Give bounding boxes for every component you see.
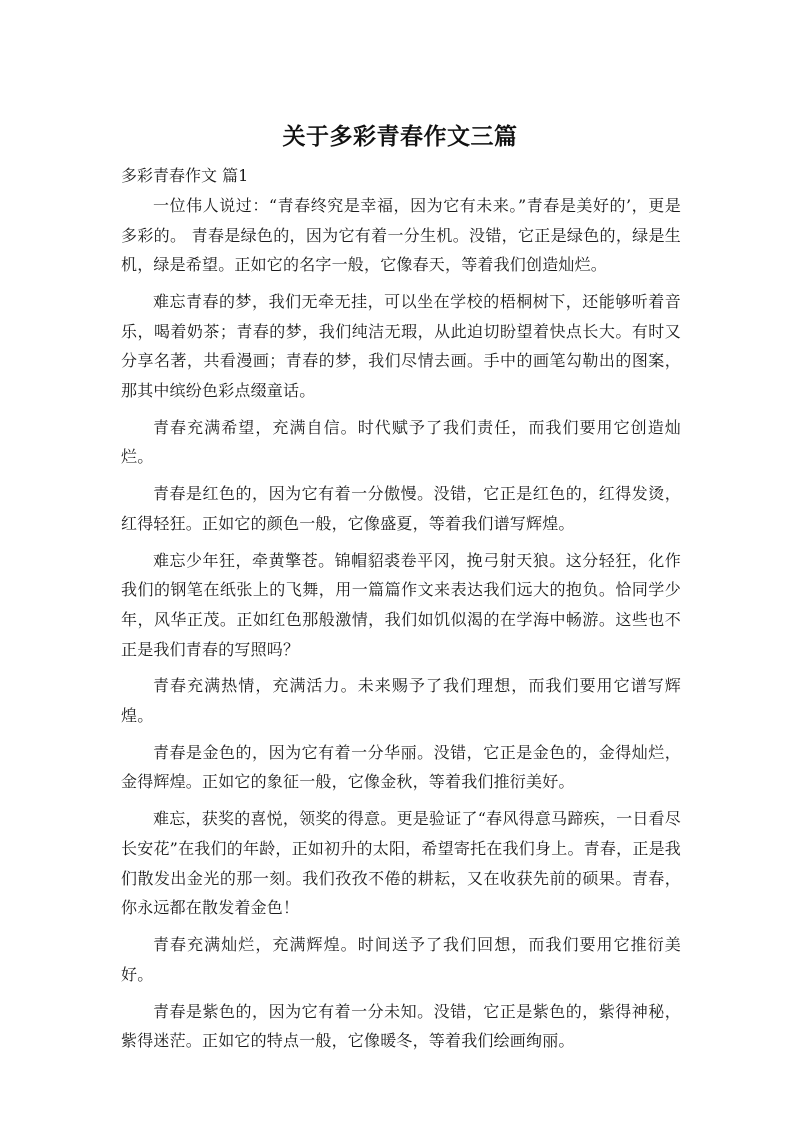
paragraph: 青春充满灿烂，充满辉煌。时间送予了我们回想，而我们要用它推衍美好。 xyxy=(121,935,681,984)
paragraph: 青春充满热情，充满活力。未来赐予了我们理想，而我们要用它谱写辉煌。 xyxy=(121,676,681,725)
document-body xyxy=(121,161,681,1063)
paragraph: 难忘青春的梦，我们无牵无挂，可以坐在学校的梧桐树下，还能够听着音乐，喝着奶茶；青春的梦，我们纯洁无瑕，从此迫切盼望着快点长大。有时又分享名著，共看漫画；青春的梦，我们尽情去画。手中的画笔勾勒出的图案，那其中缤纷色彩点缀童话。 xyxy=(121,292,681,400)
paragraph: 难忘少年狂，牵黄擎苍。锦帽貂裘卷平冈，挽弓射天狼。这分轻狂，化作我们的钢笔在纸张上的飞舞，用一篇篇作文来表达我们远大的抱负。恰同学少年，风华正茂。正如红色那般激情，我们如饥似渴的在学海中畅游。这些也不正是我们青春的写照吗？ xyxy=(121,550,681,659)
paragraph: 青春充满希望，充满自信。时代赋予了我们责任，而我们要用它创造灿烂。 xyxy=(121,417,681,467)
section-heading: 多彩青春作文 篇1 xyxy=(121,166,249,185)
paragraph: 青春是金色的，因为它有着一分华丽。没错，它正是金色的，金得灿烂，金得辉煌。正如它的象征一般，它像金秋，等着我们推衍美好。 xyxy=(121,742,681,792)
paragraph: 青春是紫色的，因为它有着一分未知。没错，它正是紫色的，紫得神秘，紫得迷茫。正如它的特点一般，它像暖冬，等着我们绘画绚丽。 xyxy=(121,1001,681,1051)
paragraph: 青春是红色的，因为它有着一分傲慢。没错，它正是红色的，红得发烫，红得轻狂。正如它的颜色一般，它像盛夏，等着我们谱写辉煌。 xyxy=(121,484,681,533)
paragraph: 一位伟人说过：“青春终究是幸福，因为它有未来。”青春是美好的’，更是多彩的。 青春是绿色的，因为它有着一分生机。没错，它正是绿色的，绿是生机，绿是希望。正如它的名字一般，它像春天，等着我们创造灿烂。 xyxy=(121,196,681,275)
document-title: 关于多彩青春作文三篇 xyxy=(282,124,518,150)
paragraph: 难忘，获奖的喜悦，领奖的得意。更是验证了“春风得意马蹄疾，一日看尽长安花”在我们的年龄，正如初升的太阳，希望寄托在我们身上。青春，正是我们散发出金光的那一刻。我们孜孜不倦的耕耘，又在收获先前的硕果。青春，你永远都在散发着金色！ xyxy=(121,809,681,918)
